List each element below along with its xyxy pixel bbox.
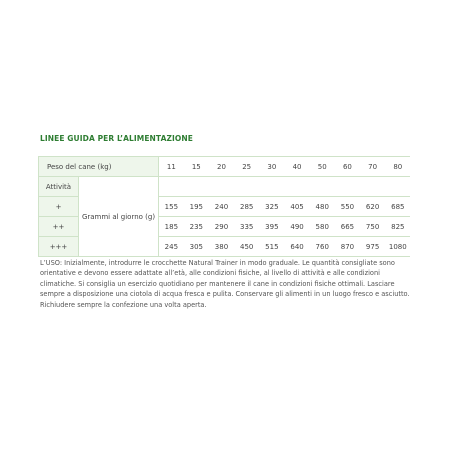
weight-value: 40 xyxy=(284,157,309,177)
grams-value: 750 xyxy=(360,217,385,237)
grams-value: 515 xyxy=(259,237,284,257)
weight-value: 15 xyxy=(184,157,209,177)
weight-value: 60 xyxy=(335,157,360,177)
activity-level: + xyxy=(39,197,79,217)
grams-value: 1080 xyxy=(385,237,410,257)
table-header-row xyxy=(39,157,411,177)
activity-level: ++ xyxy=(39,217,79,237)
grams-value: 395 xyxy=(259,217,284,237)
grams-value: 480 xyxy=(310,197,335,217)
grams-value: 685 xyxy=(385,197,410,217)
weight-value: 11 xyxy=(159,157,184,177)
weight-value: 50 xyxy=(310,157,335,177)
grams-value: 405 xyxy=(284,197,309,217)
grams-value: 325 xyxy=(259,197,284,217)
grams-value: 285 xyxy=(234,197,259,217)
feeding-table xyxy=(38,156,410,257)
weight-value: 30 xyxy=(259,157,284,177)
grams-value: 450 xyxy=(234,237,259,257)
grams-value: 290 xyxy=(209,217,234,237)
weight-label: Peso del cane (kg) xyxy=(39,157,159,177)
grams-value: 870 xyxy=(335,237,360,257)
grams-value: 155 xyxy=(159,197,184,217)
table-row xyxy=(39,177,411,197)
weight-value: 25 xyxy=(234,157,259,177)
grams-value: 760 xyxy=(310,237,335,257)
grams-value: 620 xyxy=(360,197,385,217)
spacer-cell xyxy=(159,177,411,197)
grams-value: 240 xyxy=(209,197,234,217)
activity-label: Attività xyxy=(39,177,79,197)
grams-value: 235 xyxy=(184,217,209,237)
grams-value: 640 xyxy=(284,237,309,257)
grams-value: 335 xyxy=(234,217,259,237)
grams-value: 195 xyxy=(184,197,209,217)
weight-value: 80 xyxy=(385,157,410,177)
usage-note: L’USO: Inizialmente, introdurre le crocchette Natural Trainer in modo graduale. Le quantità consigliate sono orientative e devono essere adattate all’età, alle condizioni fisiche, al livello di attività e alle condizioni climatiche. Si consiglia un esercizio quotidiano per mantenere il cane in condizioni fisiche ottimali. Lasciare sempre a disposizione una ciotola di acqua fresca e pulita. Conservare gli alimenti in un luogo fresco e asciutto. Richiudere sempre la confezione una volta aperta. xyxy=(40,259,410,309)
grams-value: 580 xyxy=(310,217,335,237)
weight-value: 20 xyxy=(209,157,234,177)
section-title: LINEE GUIDA PER L’ALIMENTAZIONE xyxy=(40,134,193,143)
grams-value: 305 xyxy=(184,237,209,257)
activity-level: +++ xyxy=(39,237,79,257)
grams-value: 490 xyxy=(284,217,309,237)
grams-value: 825 xyxy=(385,217,410,237)
grams-value: 665 xyxy=(335,217,360,237)
grams-value: 380 xyxy=(209,237,234,257)
weight-value: 70 xyxy=(360,157,385,177)
grams-label: Grammi al giorno (g) xyxy=(79,177,159,257)
grams-value: 550 xyxy=(335,197,360,217)
grams-value: 975 xyxy=(360,237,385,257)
grams-value: 185 xyxy=(159,217,184,237)
grams-value: 245 xyxy=(159,237,184,257)
